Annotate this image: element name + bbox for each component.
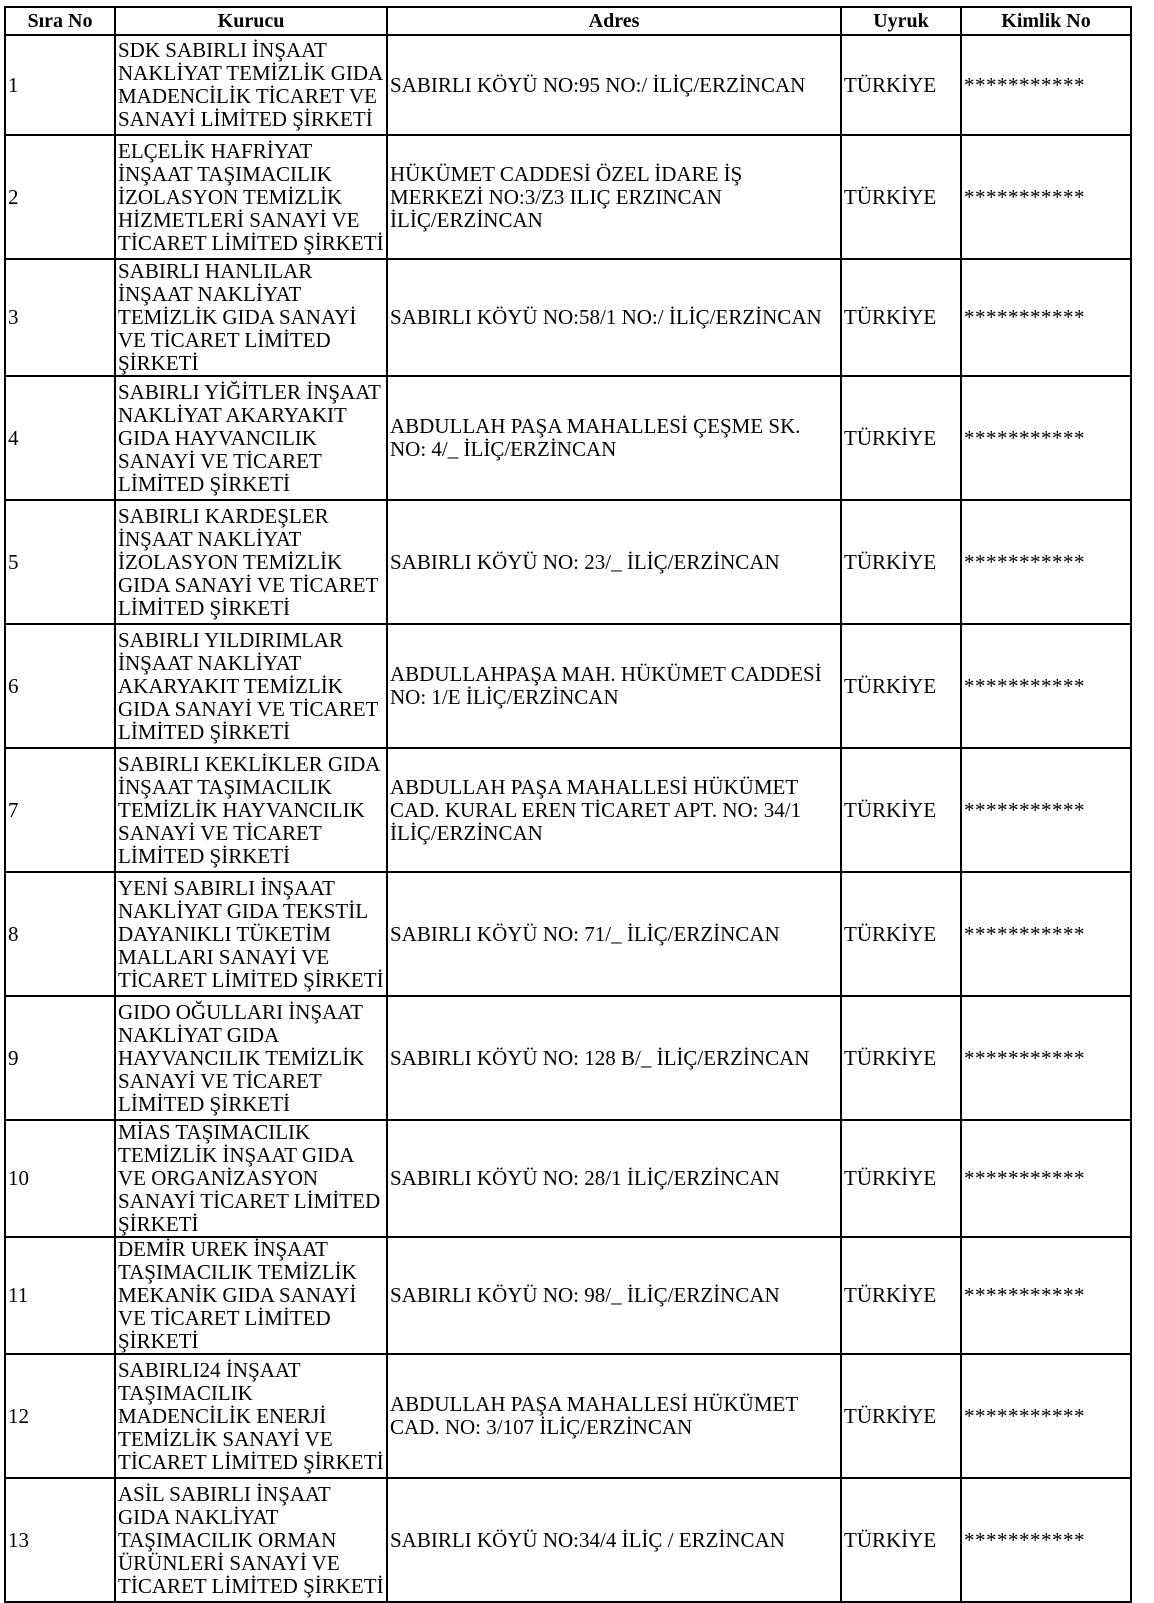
cell-uyruk: TÜRKİYE bbox=[841, 500, 961, 624]
table-row bbox=[5, 500, 1131, 624]
header-uyruk: Uyruk bbox=[841, 7, 961, 35]
cell-kimlik-no: *********** bbox=[961, 35, 1131, 135]
cell-kurucu: SABIRLI YILDIRIMLAR İNŞAAT NAKLİYAT AKARYAKIT TEMİZLİK GIDA SANAYİ VE TİCARET LİMİTED ŞİRKETİ bbox=[115, 624, 387, 748]
cell-kimlik-no: *********** bbox=[961, 1237, 1131, 1354]
cell-uyruk: TÜRKİYE bbox=[841, 376, 961, 500]
cell-adres: SABIRLI KÖYÜ NO: 98/_ İLİÇ/ERZİNCAN bbox=[387, 1237, 841, 1354]
cell-kimlik-no: *********** bbox=[961, 1478, 1131, 1602]
cell-sira-no: 12 bbox=[5, 1354, 115, 1478]
table-row bbox=[5, 1237, 1131, 1354]
cell-kurucu: GIDO OĞULLARI İNŞAAT NAKLİYAT GIDA HAYVANCILIK TEMİZLİK SANAYİ VE TİCARET LİMİTED ŞİRKETİ bbox=[115, 996, 387, 1120]
cell-kimlik-no: *********** bbox=[961, 1354, 1131, 1478]
cell-uyruk: TÜRKİYE bbox=[841, 872, 961, 996]
table-row bbox=[5, 1120, 1131, 1237]
table-row bbox=[5, 996, 1131, 1120]
cell-adres: SABIRLI KÖYÜ NO:95 NO:/ İLİÇ/ERZİNCAN bbox=[387, 35, 841, 135]
cell-uyruk: TÜRKİYE bbox=[841, 996, 961, 1120]
cell-kurucu: ASİL SABIRLI İNŞAAT GIDA NAKLİYAT TAŞIMACILIK ORMAN ÜRÜNLERİ SANAYİ VE TİCARET LİMİTED ŞİRKETİ bbox=[115, 1478, 387, 1602]
cell-adres: SABIRLI KÖYÜ NO: 28/1 İLİÇ/ERZİNCAN bbox=[387, 1120, 841, 1237]
table-row bbox=[5, 624, 1131, 748]
cell-sira-no: 6 bbox=[5, 624, 115, 748]
cell-sira-no: 3 bbox=[5, 259, 115, 376]
cell-sira-no: 11 bbox=[5, 1237, 115, 1354]
table-row bbox=[5, 35, 1131, 135]
cell-kurucu: SABIRLI KARDEŞLER İNŞAAT NAKLİYAT İZOLASYON TEMİZLİK GIDA SANAYİ VE TİCARET LİMİTED ŞİRKETİ bbox=[115, 500, 387, 624]
header-adres: Adres bbox=[387, 7, 841, 35]
table-row bbox=[5, 376, 1131, 500]
cell-kurucu: YENİ SABIRLI İNŞAAT NAKLİYAT GIDA TEKSTİL DAYANIKLI TÜKETİM MALLARI SANAYİ VE TİCARET LİMİTED ŞİRKETİ bbox=[115, 872, 387, 996]
cell-kimlik-no: *********** bbox=[961, 259, 1131, 376]
cell-kimlik-no: *********** bbox=[961, 1120, 1131, 1237]
cell-adres: ABDULLAH PAŞA MAHALLESİ HÜKÜMET CAD. KURAL EREN TİCARET APT. NO: 34/1 İLİÇ/ERZİNCAN bbox=[387, 748, 841, 872]
cell-sira-no: 9 bbox=[5, 996, 115, 1120]
table-row bbox=[5, 748, 1131, 872]
cell-kurucu: SABIRLI YİĞİTLER İNŞAAT NAKLİYAT AKARYAKIT GIDA HAYVANCILIK SANAYİ VE TİCARET LİMİTED ŞİRKETİ bbox=[115, 376, 387, 500]
table-row bbox=[5, 1354, 1131, 1478]
cell-kimlik-no: *********** bbox=[961, 624, 1131, 748]
table-row bbox=[5, 1478, 1131, 1602]
cell-sira-no: 13 bbox=[5, 1478, 115, 1602]
cell-kimlik-no: *********** bbox=[961, 376, 1131, 500]
cell-uyruk: TÜRKİYE bbox=[841, 1120, 961, 1237]
cell-kurucu: SABIRLI KEKLİKLER GIDA İNŞAAT TAŞIMACILIK TEMİZLİK HAYVANCILIK SANAYİ VE TİCARET LİMİTED ŞİRKETİ bbox=[115, 748, 387, 872]
header-row bbox=[5, 7, 1131, 35]
cell-adres: ABDULLAHPAŞA MAH. HÜKÜMET CADDESİ NO: 1/E İLİÇ/ERZİNCAN bbox=[387, 624, 841, 748]
cell-kurucu: DEMİR UREK İNŞAAT TAŞIMACILIK TEMİZLİK MEKANİK GIDA SANAYİ VE TİCARET LİMİTED ŞİRKETİ bbox=[115, 1237, 387, 1354]
cell-sira-no: 8 bbox=[5, 872, 115, 996]
cell-sira-no: 1 bbox=[5, 35, 115, 135]
cell-uyruk: TÜRKİYE bbox=[841, 1478, 961, 1602]
cell-kimlik-no: *********** bbox=[961, 135, 1131, 259]
cell-adres: ABDULLAH PAŞA MAHALLESİ ÇEŞME SK. NO: 4/_ İLİÇ/ERZİNCAN bbox=[387, 376, 841, 500]
founders-table bbox=[4, 6, 1132, 1603]
cell-kurucu: SDK SABIRLI İNŞAAT NAKLİYAT TEMİZLİK GIDA MADENCİLİK TİCARET VE SANAYİ LİMİTED ŞİRKETİ bbox=[115, 35, 387, 135]
cell-adres: SABIRLI KÖYÜ NO: 128 B/_ İLİÇ/ERZİNCAN bbox=[387, 996, 841, 1120]
cell-kimlik-no: *********** bbox=[961, 996, 1131, 1120]
table-row bbox=[5, 872, 1131, 996]
header-kurucu: Kurucu bbox=[115, 7, 387, 35]
cell-uyruk: TÜRKİYE bbox=[841, 1354, 961, 1478]
cell-kimlik-no: *********** bbox=[961, 748, 1131, 872]
cell-adres: HÜKÜMET CADDESİ ÖZEL İDARE İŞ MERKEZİ NO:3/Z3 ILIÇ ERZINCAN İLİÇ/ERZİNCAN bbox=[387, 135, 841, 259]
cell-kurucu: SABIRLI HANLILAR İNŞAAT NAKLİYAT TEMİZLİK GIDA SANAYİ VE TİCARET LİMİTED ŞİRKETİ bbox=[115, 259, 387, 376]
cell-uyruk: TÜRKİYE bbox=[841, 748, 961, 872]
cell-sira-no: 4 bbox=[5, 376, 115, 500]
cell-kurucu: ELÇELİK HAFRİYAT İNŞAAT TAŞIMACILIK İZOLASYON TEMİZLİK HİZMETLERİ SANAYİ VE TİCARET LİMİTED ŞİRKETİ bbox=[115, 135, 387, 259]
cell-adres: SABIRLI KÖYÜ NO:58/1 NO:/ İLİÇ/ERZİNCAN bbox=[387, 259, 841, 376]
cell-uyruk: TÜRKİYE bbox=[841, 135, 961, 259]
cell-adres: SABIRLI KÖYÜ NO: 23/_ İLİÇ/ERZİNCAN bbox=[387, 500, 841, 624]
cell-uyruk: TÜRKİYE bbox=[841, 259, 961, 376]
cell-uyruk: TÜRKİYE bbox=[841, 35, 961, 135]
cell-sira-no: 7 bbox=[5, 748, 115, 872]
table-row bbox=[5, 259, 1131, 376]
cell-kurucu: SABIRLI24 İNŞAAT TAŞIMACILIK MADENCİLİK ENERJİ TEMİZLİK SANAYİ VE TİCARET LİMİTED ŞİRKETİ bbox=[115, 1354, 387, 1478]
table-header bbox=[5, 7, 1131, 35]
cell-sira-no: 10 bbox=[5, 1120, 115, 1237]
cell-kurucu: MİAS TAŞIMACILIK TEMİZLİK İNŞAAT GIDA VE ORGANİZASYON SANAYİ TİCARET LİMİTED ŞİRKETİ bbox=[115, 1120, 387, 1237]
cell-uyruk: TÜRKİYE bbox=[841, 1237, 961, 1354]
table-body bbox=[5, 35, 1131, 1602]
cell-kimlik-no: *********** bbox=[961, 872, 1131, 996]
cell-kimlik-no: *********** bbox=[961, 500, 1131, 624]
document-page bbox=[4, 6, 1130, 1603]
cell-adres: ABDULLAH PAŞA MAHALLESİ HÜKÜMET CAD. NO: 3/107 İLİÇ/ERZİNCAN bbox=[387, 1354, 841, 1478]
header-kimlik-no: Kimlik No bbox=[961, 7, 1131, 35]
header-sira-no: Sıra No bbox=[5, 7, 115, 35]
cell-uyruk: TÜRKİYE bbox=[841, 624, 961, 748]
cell-sira-no: 5 bbox=[5, 500, 115, 624]
table-row bbox=[5, 135, 1131, 259]
cell-sira-no: 2 bbox=[5, 135, 115, 259]
cell-adres: SABIRLI KÖYÜ NO:34/4 İLİÇ / ERZİNCAN bbox=[387, 1478, 841, 1602]
cell-adres: SABIRLI KÖYÜ NO: 71/_ İLİÇ/ERZİNCAN bbox=[387, 872, 841, 996]
